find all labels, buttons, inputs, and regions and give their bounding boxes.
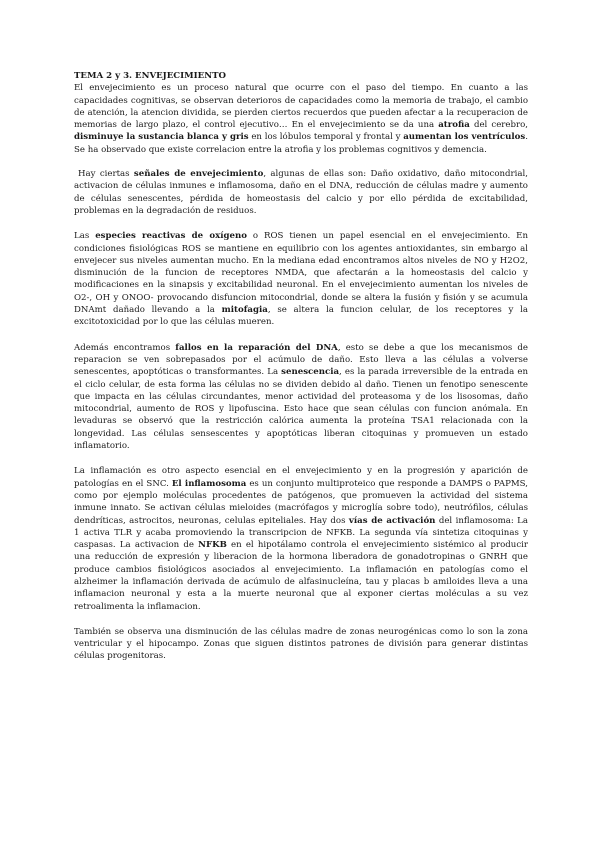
text-run: del inflamosoma: La 1 activa TLR y acaba promoviendo la transcripcion de NFKB. La segunda vía sintetiza citoquinas y caspasas. La activacion de [74, 515, 529, 551]
text-run: Las [74, 231, 96, 242]
bold-term: El inflamosoma [171, 478, 247, 489]
document-page [74, 70, 528, 676]
bold-term: aumentan los ventrículos [403, 132, 526, 143]
document-heading: TEMA 2 y 3. ENVEJECIMIENTO [74, 71, 226, 81]
text-run: , esto se debe a que los mecanismos de reparacion se ven sobrepasados por el acúmulo de daño. Esto lleva a las células a volverse senescentes, apoptóticas o transformantes. La [74, 342, 528, 378]
paragraph-stem-cells: También se observa una disminución de las células madre de zonas neurogénicas como lo son la zona ventricular y el hipocampo. Zonas que siguen distintos patrones de división para generar distintas células progenitoras. [74, 626, 528, 662]
paragraph-inflammation [74, 465, 528, 613]
text-run: , algunas de ellas son: Daño oxidativo, daño mitocondrial, activacion de células inmunes e inflamosoma, daño en el DNA, reducción de células madre y aumento de células senescentes, pérdida de homeostasis del calcio y por ello pérdida de excitabilidad, problemas en la degradación de residuos. [74, 169, 528, 216]
bold-term: disminuye la sustancia blanca y gris [74, 132, 249, 143]
paragraph-dna-repair [74, 342, 528, 453]
text-run: en los lóbulos temporal y frontal y [248, 132, 404, 143]
text-run: Además encontramos [74, 342, 176, 353]
bold-term: señales de envejecimiento [133, 169, 264, 180]
bold-term: especies reactivas de oxígeno [95, 231, 247, 242]
bold-term: NFKB [198, 540, 227, 551]
bold-term: mitofagia [221, 305, 268, 316]
text-run: . Se ha observado que existe correlacion entre la atrofia y los problemas cognitivos y demencia. [74, 132, 528, 155]
paragraph-intro [74, 82, 528, 156]
text-run: es un conjunto multiproteico que responde a DAMPS o PAPMS, como por ejemplo moléculas procedentes de patógenos, que promueven la actividad del sistema inmune innato. Se activan células mieloides (macrófagos y microglía sobre todo), neutrófilos, células dendríticas, astrocitos, neuronas, celulas epiteliales. Hay dos [74, 478, 528, 526]
text-run: o ROS tienen un papel esencial en el envejecimiento. En condiciones fisiológicas ROS se mantiene en equilibrio con los agentes antioxidantes, sin embargo al envejecer sus niveles aumentan mucho. En la mediana edad encontramos altos niveles de NO y H2O2, disminución de la funcion de receptores NMDA, que afectarán a la homeostasis del calcio y modificaciones en la sinapsis y excitabilidad neuronal. En el envejecimiento aumentan los niveles de O2-, OH y ONOO- provocando disfuncion mitocondrial, donde se altera la fusión y fisión y se acumula DNAmt dañado llevando a la [74, 231, 528, 316]
paragraph-signals [74, 168, 528, 217]
bold-term: fallos en la reparación del DNA [175, 342, 338, 353]
text-run: del cerebro, [469, 120, 528, 131]
bold-term: atrofia [438, 120, 470, 131]
text-run: en el hipotálamo controla el envejecimiento sistémico al producir una reducción de expresión y liberacion de la hormona liberadora de gonadotropinas o GNRH que produce cambios fisiológicos asociados al envejecimiento. La inflamación en patologías como el alzheimer la inflamación derivada de acúmulo de alfasinucleína, tau y placas b amiloides lleva a una inflamacion neuronal y esta a la muerte neuronal que al exponer ciertas moléculas a su vez retroalimenta la inflamacion. [74, 540, 528, 612]
text-run: La inflamación es otro aspecto esencial en el envejecimiento y en la progresión y aparición de patologías en el SNC. [74, 466, 528, 489]
bold-term: senescencia [281, 367, 340, 378]
text-run: Hay ciertas [78, 169, 134, 180]
paragraph-ros [74, 230, 528, 328]
text-run: , se altera la funcion celular, de los receptores y la excitotoxicidad por lo que las células mueren. [74, 305, 528, 328]
bold-term: vías de activación [348, 515, 436, 526]
text-run: , es la parada irreversible de la entrada en el ciclo celular, de esta forma las células no se dividen debido al daño. Tienen un fenotipo senescente que impacta en las células circundantes, menor actividad del proteasoma y de los lisosomas, daño mitocondrial, aumento de ROS y lipofuscina. Esto hace que sean células con funcion anómala. En levaduras se observó que la restricción calórica aumenta la proteína TSA1 relacionada con la longevidad. Las células sensescentes y apoptóticas liberan citoquinas y promueven un estado inflamatorio. [74, 367, 528, 452]
text-run: El envejecimiento es un proceso natural que ocurre con el paso del tiempo. En cuanto a las capacidades cognitivas, se observan deterioros de capacidades como la memoria de trabajo, el cambio de atención, la atencion dividida, se pierden ciertos recuerdos que pueden afectar a la recuperacion de memorias de largo plazo, el control ejecutivo… En el envejecimiento se da una [74, 83, 528, 131]
